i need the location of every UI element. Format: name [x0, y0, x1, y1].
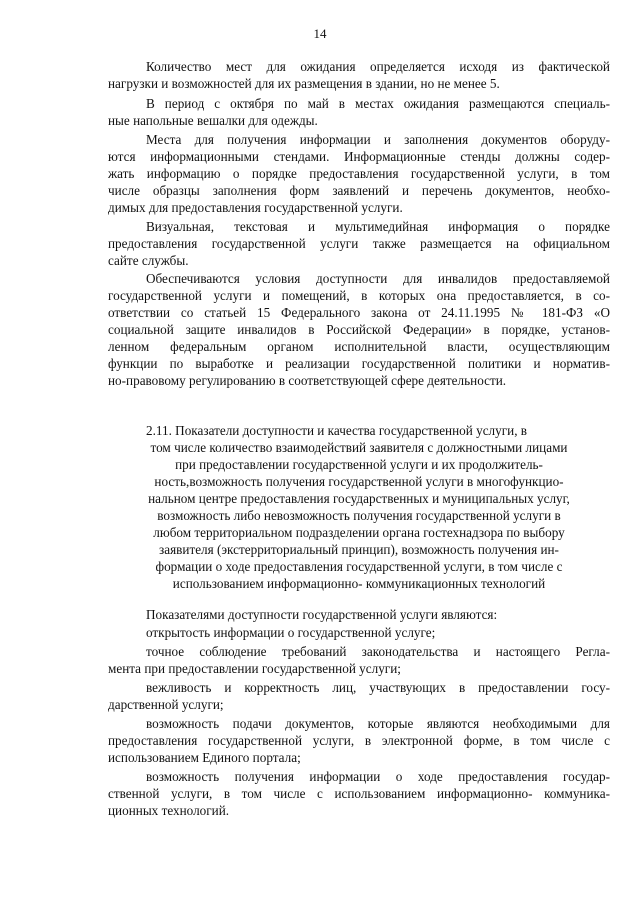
text-line: возможность получения информации о ходе предоставления государ-: [146, 769, 610, 784]
heading-line: 2.11. Показатели доступности и качества государственной услуги, в: [146, 423, 528, 438]
text-line: В период с октября по май в местах ожидания размещаются специаль-: [146, 96, 610, 111]
text-line: мента при предоставлении государственной услуги;: [108, 661, 401, 676]
text-line: точное соблюдение требований законодательства и настоящего Регла-: [146, 644, 610, 659]
text-line: государственной услуги и помещений, в которых она предоставляется, в со-: [108, 288, 610, 303]
text-line: функции по выработке и реализации государственной политики и норматив-: [108, 356, 610, 371]
text-line: ственной услуги, в том числе с использованием информационно- коммуника-: [108, 786, 610, 801]
text-line: Обеспечиваются условия доступности для инвалидов предоставляемой: [146, 271, 610, 286]
heading-line: использованием информационно- коммуникационных технологий: [172, 576, 546, 591]
text-line: ответствии со статьей 15 Федерального закона от 24.11.1995 № 181-ФЗ «О: [108, 305, 610, 320]
text-line: ные напольные вешалки для одежды.: [108, 113, 318, 128]
heading-line: заявителя (экстерриториальный принцип), возможность получения ин-: [159, 542, 559, 557]
text-line: нагрузки и возможностей для их размещения в здании, но не менее 5.: [108, 76, 500, 91]
text-line: числе образцы заполнения форм заявлений и перечень документов, необхо-: [108, 183, 610, 198]
text-line: социальной защите инвалидов в Российской Федерации» в порядке, установ-: [108, 322, 610, 337]
text-line: открытость информации о государственной услуге;: [146, 625, 436, 640]
text-line: жать информацию о порядке предоставления государственной услуги, в том: [108, 166, 610, 181]
text-line: возможность подачи документов, которые являются необходимыми для: [146, 716, 610, 731]
heading-line: при предоставлении государственной услуги и их продолжитель-: [175, 457, 543, 472]
heading-line: том числе количество взаимодействий заявителя с должностными лицами: [150, 440, 568, 455]
text-line: Визуальная, текстовая и мультимедийная информация о порядке: [146, 219, 610, 234]
heading-line: возможность либо невозможность получения государственной услуги в: [157, 508, 561, 523]
heading-line: нальном центре предоставления государственных и муниципальных услуг,: [148, 491, 570, 506]
text-line: димых для предоставления государственной услуги.: [108, 200, 403, 215]
text-line: Места для получения информации и заполнения документов оборуду-: [146, 132, 610, 147]
page-number: 14: [313, 26, 327, 41]
heading-line: ность,возможность получения государственной услуги в многофункцио-: [154, 474, 564, 489]
heading-line: любом территориальном подразделении органа гостехнадзора по выбору: [153, 525, 565, 540]
text-line: сайте службы.: [108, 253, 189, 268]
heading-line: формации о ходе предоставления государственной услуги, в том числе с: [155, 559, 563, 574]
text-line: ются информационными стендами. Информационные стенды должны содер-: [108, 149, 610, 164]
text-line: но-правовому регулированию в соответствующей сфере деятельности.: [108, 373, 507, 388]
text-line: ленном федеральным органом исполнительной власти, осуществляющим: [108, 339, 610, 354]
text-line: использованием Единого портала;: [108, 750, 301, 765]
text-line: предоставления государственной услуги также размещается на официальном: [108, 236, 610, 251]
text-line: вежливость и корректность лиц, участвующих в предоставлении госу-: [146, 680, 610, 695]
text-line: Показателями доступности государственной услуги являются:: [146, 607, 498, 622]
text-line: Количество мест для ожидания определяется исходя из фактической: [146, 59, 610, 74]
text-line: предоставления государственной услуги, в электронной форме, в том числе с: [108, 733, 610, 748]
text-line: дарственной услуги;: [108, 697, 224, 712]
text-line: ционных технологий.: [108, 803, 230, 818]
